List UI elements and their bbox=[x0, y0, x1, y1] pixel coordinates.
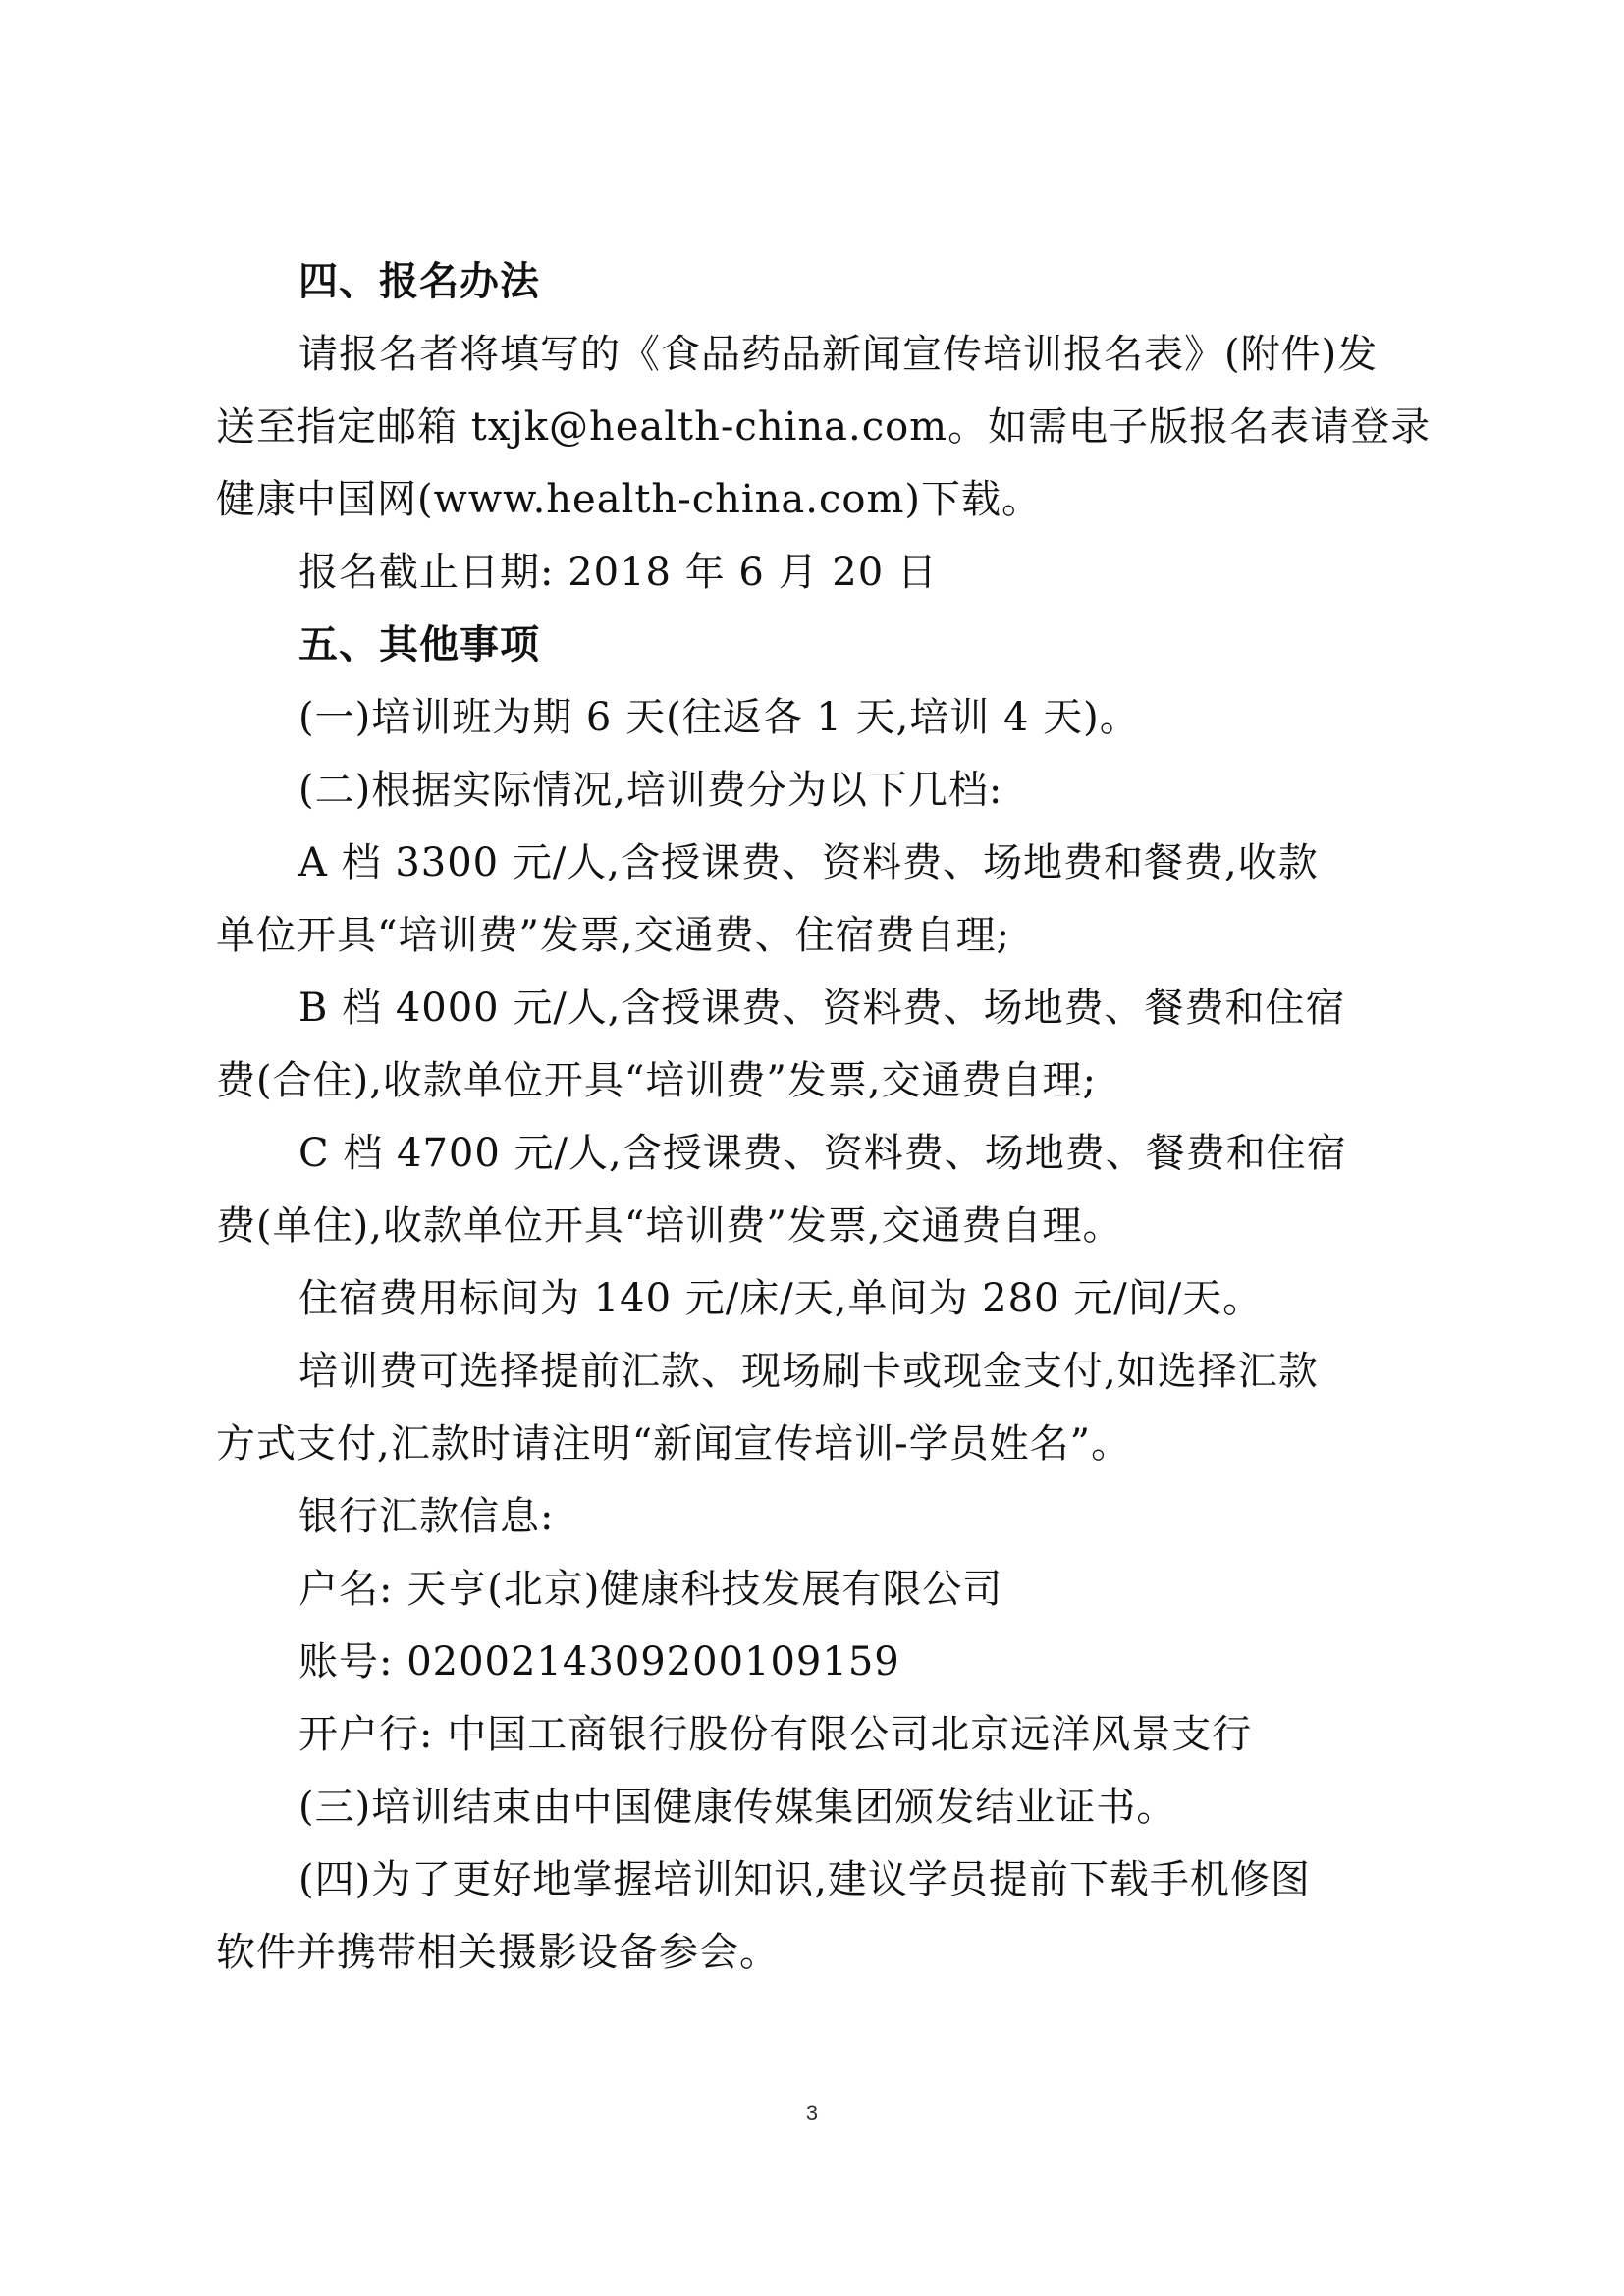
paragraph-line: 费(合住),收款单位开具“培训费”发票,交通费自理; bbox=[216, 1058, 1098, 1103]
fee-tier-a: A 档 3300 元/人,含授课费、资料费、场地费和餐费,收款 bbox=[298, 840, 1319, 885]
bank-account-number: 账号: 0200214309200109159 bbox=[298, 1639, 900, 1684]
paragraph-line: 单位开具“培训费”发票,交通费、住宿费自理; bbox=[216, 913, 1011, 958]
page-number: 3 bbox=[805, 2101, 819, 2125]
paragraph-line: 费(单住),收款单位开具“培训费”发票,交通费自理。 bbox=[216, 1203, 1123, 1249]
accommodation-fee: 住宿费用标间为 140 元/床/天,单间为 280 元/间/天。 bbox=[298, 1276, 1264, 1321]
paragraph-line: 培训费可选择提前汇款、现场刷卡或现金支付,如选择汇款 bbox=[298, 1349, 1319, 1394]
paragraph-line: 请报名者将填写的《食品药品新闻宣传培训报名表》(附件)发 bbox=[298, 332, 1379, 377]
paragraph-line: 方式支付,汇款时请注明“新闻宣传培训-学员姓名”。 bbox=[216, 1421, 1132, 1467]
bank-account-name: 户名: 天亨(北京)健康科技发展有限公司 bbox=[298, 1567, 1003, 1612]
registration-deadline: 报名截止日期: 2018 年 6 月 20 日 bbox=[298, 550, 938, 595]
paragraph-line: (二)根据实际情况,培训费分为以下几档: bbox=[298, 768, 1003, 813]
paragraph-line: 送至指定邮箱 txjk@health-china.com。如需电子版报名表请登录 bbox=[216, 404, 1432, 450]
paragraph-line: 软件并携带相关摄影设备参会。 bbox=[216, 1930, 780, 1975]
paragraph-line: (三)培训结束由中国健康传媒集团颁发结业证书。 bbox=[298, 1785, 1177, 1830]
section-heading-registration: 四、报名办法 bbox=[298, 259, 540, 304]
document-body bbox=[216, 245, 1432, 1989]
bank-branch: 开户行: 中国工商银行股份有限公司北京远洋风景支行 bbox=[298, 1712, 1253, 1757]
paragraph-line: 健康中国网(www.health-china.com)下载。 bbox=[216, 477, 1043, 522]
fee-tier-b: B 档 4000 元/人,含授课费、资料费、场地费、餐费和住宿 bbox=[298, 986, 1346, 1031]
section-heading-other-matters: 五、其他事项 bbox=[298, 622, 540, 667]
fee-tier-c: C 档 4700 元/人,含授课费、资料费、场地费、餐费和住宿 bbox=[298, 1131, 1347, 1176]
bank-info-label: 银行汇款信息: bbox=[298, 1494, 555, 1539]
paragraph-line: (四)为了更好地掌握培训知识,建议学员提前下载手机修图 bbox=[298, 1857, 1311, 1902]
paragraph-line: (一)培训班为期 6 天(往返各 1 天,培训 4 天)。 bbox=[298, 695, 1140, 740]
